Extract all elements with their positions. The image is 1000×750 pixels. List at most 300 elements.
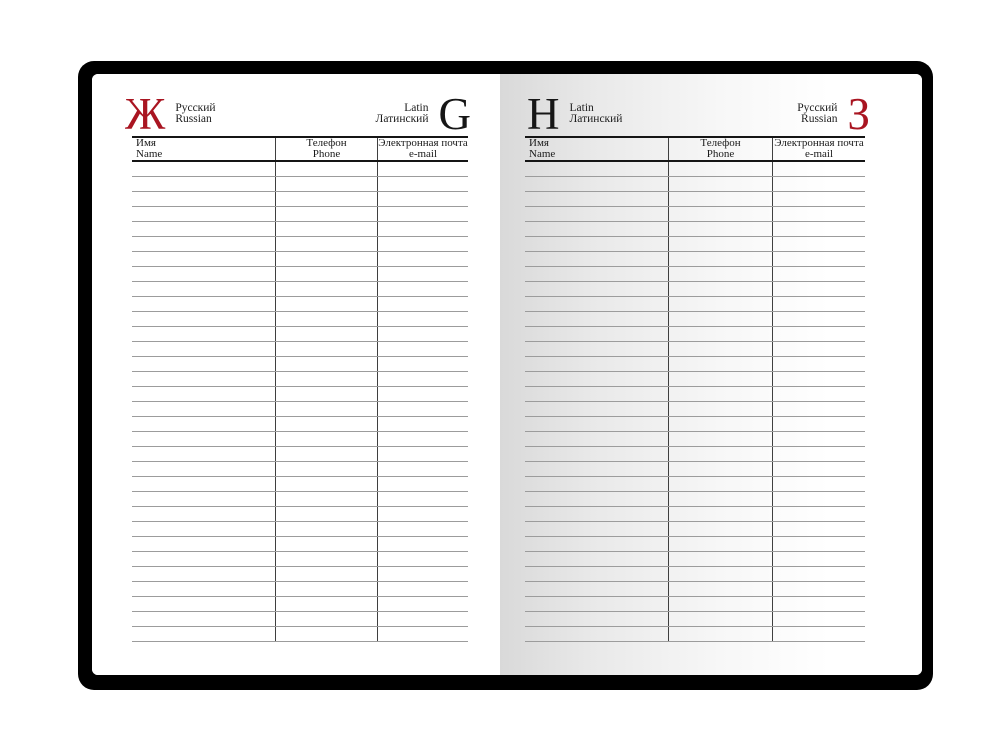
email-cell [772,222,865,236]
email-cell [772,522,865,536]
label-line: Латинский [375,113,429,125]
email-cell [377,462,468,476]
header-name [132,138,275,160]
book-pages [92,74,922,675]
table-row [132,492,468,507]
name-cell [132,312,275,326]
phone-cell [275,417,377,431]
table-body [132,162,468,642]
email-cell [772,297,865,311]
table-row [132,477,468,492]
name-cell [525,282,668,296]
phone-cell [275,372,377,386]
label-line: Русский [175,101,216,114]
phone-cell [668,327,772,341]
table-row [525,177,865,192]
table-row [525,372,865,387]
phone-cell [275,222,377,236]
header-email [377,138,468,160]
name-cell [525,327,668,341]
name-cell [132,267,275,281]
name-cell [132,177,275,191]
table-row [525,567,865,582]
email-cell [772,492,865,506]
table-row [525,162,865,177]
table-row [525,627,865,642]
phone-cell [275,162,377,176]
phone-cell [275,297,377,311]
phone-cell [275,567,377,581]
email-cell [772,162,865,176]
phone-cell [275,252,377,266]
email-cell [377,207,468,221]
email-cell [377,417,468,431]
email-cell [772,507,865,521]
phone-cell [668,297,772,311]
name-cell [132,417,275,431]
table-row [132,582,468,597]
email-cell [772,462,865,476]
name-cell [132,357,275,371]
name-cell [525,237,668,251]
table-row [525,522,865,537]
phone-cell [668,447,772,461]
email-cell [772,477,865,491]
name-cell [525,402,668,416]
right-section-cyrillic [797,89,870,139]
table-row [525,612,865,627]
email-cell [772,447,865,461]
name-cell [525,207,668,221]
table-row [132,222,468,237]
email-cell [377,402,468,416]
phone-cell [668,432,772,446]
name-cell [525,162,668,176]
name-cell [132,537,275,551]
phone-cell [275,177,377,191]
name-cell [525,612,668,626]
name-cell [525,627,668,641]
section-letter-g: G [438,89,471,139]
table-row [132,567,468,582]
label-line: Latin [404,101,429,114]
email-cell [772,627,865,641]
phone-cell [668,207,772,221]
table-row [132,552,468,567]
phone-cell [275,432,377,446]
table-row [525,327,865,342]
table-row [525,357,865,372]
email-cell [377,477,468,491]
table-row [525,267,865,282]
name-cell [132,567,275,581]
phone-cell [275,312,377,326]
table-row [525,207,865,222]
table-row [525,537,865,552]
phone-cell [275,387,377,401]
table-row [132,447,468,462]
table-row [525,342,865,357]
table-row [132,342,468,357]
email-cell [377,522,468,536]
phone-cell [668,162,772,176]
phone-cell [668,597,772,611]
email-cell [377,387,468,401]
header-line: Электронная почта [774,138,864,149]
email-cell [772,252,865,266]
table-row [132,597,468,612]
header-line: Phone [312,148,341,160]
table-row [525,402,865,417]
name-cell [525,192,668,206]
name-cell [132,342,275,356]
email-cell [377,612,468,626]
header-line: e-mail [408,148,438,160]
table-row [132,537,468,552]
name-cell [525,222,668,236]
table-row [525,192,865,207]
table-row [525,387,865,402]
name-cell [132,162,275,176]
left-section-cyrillic [125,89,216,139]
phone-cell [668,417,772,431]
table-row [132,252,468,267]
email-cell [772,387,865,401]
email-cell [377,222,468,236]
table-row [132,402,468,417]
header-line: Name [136,148,163,160]
right-section-latin [527,89,623,139]
email-cell [377,297,468,311]
name-cell [525,492,668,506]
name-cell [132,297,275,311]
table-row [525,417,865,432]
table-row [132,522,468,537]
header-phone [275,138,377,160]
name-cell [132,387,275,401]
name-cell [525,447,668,461]
name-cell [525,252,668,266]
email-cell [377,537,468,551]
phone-cell [668,522,772,536]
table-row [132,462,468,477]
name-cell [525,537,668,551]
table-row [132,357,468,372]
table-row [525,252,865,267]
phone-cell [668,462,772,476]
table-row [132,207,468,222]
phone-cell [668,252,772,266]
email-cell [377,492,468,506]
right-page [500,74,922,675]
name-cell [525,177,668,191]
email-cell [772,552,865,566]
table-row [525,237,865,252]
email-cell [377,432,468,446]
name-cell [132,192,275,206]
table-row [525,447,865,462]
email-cell [772,402,865,416]
table-row [525,312,865,327]
phone-cell [275,447,377,461]
label-line: Латинский [569,113,623,125]
table-row [132,297,468,312]
language-label-latin [376,103,429,126]
email-cell [772,417,865,431]
email-cell [377,552,468,566]
email-cell [377,282,468,296]
phone-cell [668,222,772,236]
email-cell [772,612,865,626]
name-cell [525,462,668,476]
contacts-table-right [525,136,865,642]
email-cell [772,537,865,551]
contacts-table-left [132,136,468,642]
name-cell [525,567,668,581]
table-row [525,432,865,447]
name-cell [132,477,275,491]
phone-cell [275,612,377,626]
phone-cell [275,492,377,506]
table-row [525,492,865,507]
name-cell [525,477,668,491]
phone-cell [275,327,377,341]
table-row [132,372,468,387]
table-row [132,432,468,447]
name-cell [132,222,275,236]
phone-cell [668,537,772,551]
book-cover [78,61,933,690]
email-cell [377,327,468,341]
phone-cell [275,507,377,521]
email-cell [772,357,865,371]
phone-cell [668,282,772,296]
phone-cell [668,627,772,641]
header-line: e-mail [804,148,834,160]
email-cell [772,177,865,191]
table-row [132,237,468,252]
table-row [525,462,865,477]
table-header-row [132,138,468,162]
table-row [132,162,468,177]
table-row [525,222,865,237]
phone-cell [668,582,772,596]
phone-cell [668,177,772,191]
name-cell [132,432,275,446]
header-line: Имя [529,138,549,149]
header-line: Электронная почта [378,138,468,149]
email-cell [377,237,468,251]
language-label-russian [175,103,215,126]
name-cell [525,372,668,386]
table-row [525,597,865,612]
phone-cell [668,192,772,206]
phone-cell [275,207,377,221]
name-cell [132,402,275,416]
phone-cell [275,192,377,206]
name-cell [525,387,668,401]
phone-cell [668,567,772,581]
table-row [525,297,865,312]
phone-cell [275,537,377,551]
language-label-russian [797,103,837,126]
table-row [525,282,865,297]
phone-cell [275,342,377,356]
name-cell [132,237,275,251]
name-cell [132,327,275,341]
email-cell [772,597,865,611]
table-row [525,582,865,597]
name-cell [525,312,668,326]
phone-cell [275,597,377,611]
label-line: Русский [797,101,838,114]
phone-cell [275,267,377,281]
name-cell [525,417,668,431]
email-cell [772,582,865,596]
header-email [772,138,865,160]
table-row [132,282,468,297]
email-cell [377,357,468,371]
name-cell [132,582,275,596]
name-cell [525,552,668,566]
phone-cell [275,477,377,491]
table-row [132,387,468,402]
phone-cell [668,372,772,386]
email-cell [377,567,468,581]
name-cell [525,357,668,371]
label-line: Russian [801,113,838,125]
right-page-header [500,89,922,139]
name-cell [132,282,275,296]
table-row [132,627,468,642]
email-cell [772,282,865,296]
table-row [525,477,865,492]
phone-cell [668,612,772,626]
name-cell [132,462,275,476]
header-name [525,138,668,160]
table-row [132,507,468,522]
table-row [132,327,468,342]
email-cell [377,177,468,191]
name-cell [132,252,275,266]
email-cell [377,582,468,596]
table-row [132,417,468,432]
left-section-latin [375,89,471,139]
header-line: Телефон [700,138,741,149]
header-line: Телефон [306,138,347,149]
name-cell [132,627,275,641]
name-cell [132,522,275,536]
table-body [525,162,865,642]
header-line: Имя [136,138,156,149]
phone-cell [668,357,772,371]
email-cell [772,237,865,251]
name-cell [525,267,668,281]
section-letter-ze: З [847,89,870,139]
email-cell [772,342,865,356]
section-letter-h: H [527,89,560,139]
email-cell [377,597,468,611]
phone-cell [668,267,772,281]
name-cell [132,597,275,611]
phone-cell [668,507,772,521]
name-cell [525,582,668,596]
name-cell [132,492,275,506]
left-page [92,74,500,675]
name-cell [132,552,275,566]
email-cell [772,432,865,446]
name-cell [132,372,275,386]
phone-cell [275,282,377,296]
email-cell [377,372,468,386]
header-phone [668,138,772,160]
email-cell [772,567,865,581]
phone-cell [668,477,772,491]
email-cell [377,252,468,266]
email-cell [377,447,468,461]
email-cell [772,372,865,386]
email-cell [772,267,865,281]
header-line: Name [529,148,556,160]
phone-cell [275,462,377,476]
name-cell [525,297,668,311]
table-row [132,312,468,327]
name-cell [132,612,275,626]
label-line: Latin [569,101,594,114]
phone-cell [668,312,772,326]
table-row [525,507,865,522]
left-page-header [92,89,500,139]
email-cell [377,162,468,176]
table-row [132,612,468,627]
table-row [525,552,865,567]
phone-cell [668,552,772,566]
email-cell [377,627,468,641]
name-cell [132,207,275,221]
name-cell [525,432,668,446]
email-cell [377,507,468,521]
name-cell [132,447,275,461]
name-cell [525,597,668,611]
email-cell [377,342,468,356]
phone-cell [668,237,772,251]
phone-cell [275,582,377,596]
language-label-latin [570,103,623,126]
phone-cell [275,237,377,251]
header-line: Phone [706,148,735,160]
table-header-row [525,138,865,162]
table-row [132,267,468,282]
label-line: Russian [175,113,212,125]
phone-cell [275,402,377,416]
email-cell [772,327,865,341]
phone-cell [668,387,772,401]
email-cell [772,312,865,326]
email-cell [377,312,468,326]
name-cell [132,507,275,521]
phone-cell [275,357,377,371]
email-cell [377,267,468,281]
email-cell [377,192,468,206]
name-cell [525,522,668,536]
phone-cell [275,627,377,641]
name-cell [525,507,668,521]
email-cell [772,192,865,206]
phone-cell [275,552,377,566]
email-cell [772,207,865,221]
phone-cell [668,342,772,356]
table-row [132,192,468,207]
